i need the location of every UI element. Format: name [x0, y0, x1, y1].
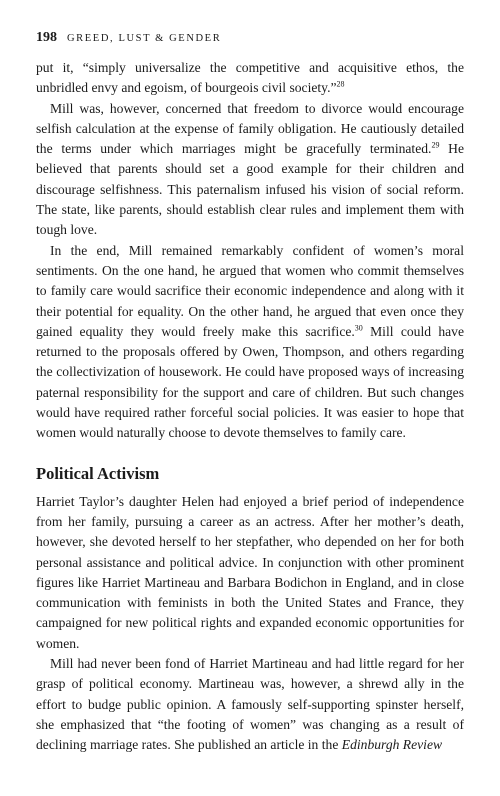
- section-heading: Political Activism: [36, 463, 160, 483]
- paragraph-text: In the end, Mill remained remarkably confident of women’s moral sentiments. On the one hand, he argued that women who commit themselves to family care would sacrifice their economic independence and along with it their potential for equality. On the other hand, he argued that even once they gained equality they would freely make this sacrifice.: [36, 242, 464, 339]
- footnote-ref[interactable]: 29: [431, 140, 440, 150]
- running-head: [36, 30, 464, 46]
- paragraph-divorce: [36, 99, 464, 241]
- paragraph-text: Mill had never been fond of Harriet Martineau and had little regard for her grasp of political economy. Martineau was, however, a shrewd ally in the effort to budge public opinion. A famously self-supporting spinster herself, she emphasized that “the footing of women” was changing as a result of declining marriage rates. She published an article in the: [36, 656, 464, 753]
- paragraph-continued: [36, 58, 464, 99]
- paragraph-martineau: [36, 654, 464, 755]
- paragraph-text: Mill could have returned to the proposals offered by Owen, Thompson, and others regarding the collectivization of housework. He could have proposed ways of increasing paternal responsibility for the support and care of children. But such changes would have required rather forceful social policies. It was easier to hope that women would naturally choose to devote themselves to family care.: [36, 323, 464, 441]
- book-page: [36, 30, 464, 756]
- running-title: GREED, LUST & GENDER: [67, 33, 222, 44]
- footnote-ref[interactable]: 28: [336, 79, 345, 89]
- journal-title: Edinburgh Review: [341, 737, 443, 753]
- paragraph-text: Harriet Taylor’s daughter Helen had enjoyed a brief period of independence from her family, pursuing a career as an actress. After her mother’s death, however, she devoted herself to her stepfather, who depended on her for both personal assistance and political advice. In conjunction with other prominent figures like Harriet Martineau and Barbara Bodichon in England, and in close communication with feminists in both the United States and France, they campaigned for new political rights and expanded economic opportunities for women.: [36, 493, 464, 651]
- footnote-ref[interactable]: 30: [354, 323, 363, 333]
- paragraph-moral-sentiments: [36, 241, 464, 444]
- paragraph-text: He believed that parents should set a good example for their children and discourage selfishness. This paternalism infused his vision of social reform. The state, like parents, should establish clear rules and implement them with tough love.: [36, 141, 464, 238]
- paragraph-helen-taylor: [36, 492, 464, 654]
- page-number: 198: [36, 30, 57, 45]
- paragraph-text: put it, “simply universalize the competitive and acquisitive ethos, the unbridled envy and egoism, of bourgeois civil society.”: [36, 60, 464, 96]
- paragraph-text: Mill was, however, concerned that freedom to divorce would encourage selfish calculation at the expense of family obligation. He cautiously detailed the terms under which marriages might be gracefully terminated.: [36, 100, 464, 157]
